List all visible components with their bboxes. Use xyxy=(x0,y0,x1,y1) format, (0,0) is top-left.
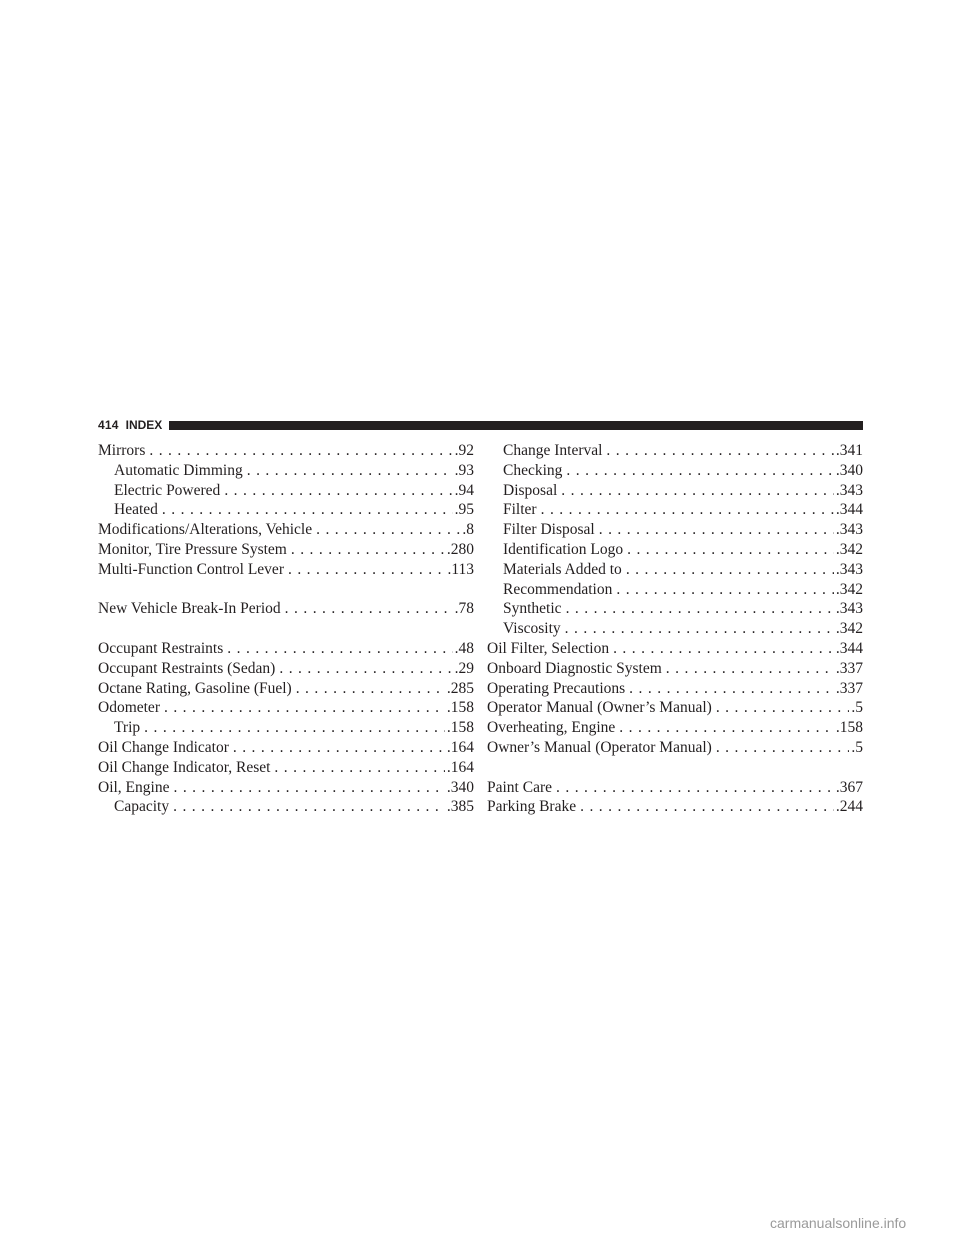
index-subentry[interactable] xyxy=(98,481,474,501)
index-entry[interactable] xyxy=(98,679,474,699)
entry-term: Onboard Diagnostic System xyxy=(487,659,662,677)
dot-leader xyxy=(173,778,444,798)
dot-leader xyxy=(626,560,834,580)
dot-leader xyxy=(227,639,452,659)
entry-term: Occupant Restraints xyxy=(98,639,224,657)
entry-page-number: .342 xyxy=(835,580,863,598)
dot-leader xyxy=(566,461,833,481)
index-entry[interactable] xyxy=(487,778,863,798)
index-entry[interactable] xyxy=(98,659,474,679)
entry-page-number: .343 xyxy=(835,560,863,578)
entry-page-number: .158 xyxy=(446,719,474,737)
entry-term: Oil Filter, Selection xyxy=(487,639,610,657)
entry-page-number: .337 xyxy=(835,659,863,677)
entry-page-number: .285 xyxy=(446,679,474,697)
dot-leader xyxy=(247,461,453,481)
entry-term: Electric Powered xyxy=(114,481,221,499)
entry-term: Owner’s Manual (Operator Manual) xyxy=(487,738,712,756)
entry-page-number: .8 xyxy=(462,521,474,539)
index-entry[interactable] xyxy=(98,441,474,461)
entry-term: Monitor, Tire Pressure System xyxy=(98,540,287,558)
dot-leader xyxy=(164,698,445,718)
entry-page-number: .244 xyxy=(835,798,863,816)
entry-page-number: .164 xyxy=(446,738,474,756)
dot-leader xyxy=(666,659,834,679)
entry-term: New Vehicle Break-In Period xyxy=(98,600,281,618)
entry-term: Parking Brake xyxy=(487,798,577,816)
dot-leader xyxy=(565,619,834,639)
entry-term: Operator Manual (Owner’s Manual) xyxy=(487,699,712,717)
entry-term: Oil Change Indicator, Reset xyxy=(98,758,271,776)
entry-page-number: .337 xyxy=(835,679,863,697)
entry-term: Overheating, Engine xyxy=(487,719,616,737)
dot-leader xyxy=(606,441,833,461)
entry-page-number: .164 xyxy=(446,758,474,776)
entry-term: Occupant Restraints (Sedan) xyxy=(98,659,276,677)
entry-term: Filter Disposal xyxy=(503,521,595,539)
entry-page-number: .95 xyxy=(454,501,474,519)
dot-leader xyxy=(619,718,834,738)
index-subentry[interactable] xyxy=(487,481,863,501)
dot-leader xyxy=(274,758,444,778)
index-entry[interactable] xyxy=(98,639,474,659)
entry-page-number: .5 xyxy=(851,738,863,756)
entry-page-number: .93 xyxy=(454,461,474,479)
entry-page-number: .343 xyxy=(835,521,863,539)
entry-page-number: .78 xyxy=(454,600,474,618)
entry-term: Viscosity xyxy=(503,620,561,638)
index-column-right xyxy=(487,441,863,817)
entry-term: Filter xyxy=(503,501,537,519)
entry-term: Capacity xyxy=(114,798,170,816)
entry-term: Synthetic xyxy=(503,600,562,618)
entry-page-number: .5 xyxy=(851,699,863,717)
entry-page-number: .385 xyxy=(446,798,474,816)
dot-leader xyxy=(285,599,453,619)
index-subentry[interactable] xyxy=(98,500,474,520)
entry-page-number: .340 xyxy=(835,461,863,479)
index-subentry[interactable] xyxy=(98,461,474,481)
index-entry[interactable] xyxy=(98,778,474,798)
entry-page-number: .29 xyxy=(454,659,474,677)
entry-term: Mirrors xyxy=(98,442,146,459)
entry-term: Checking xyxy=(503,461,563,479)
entry-page-number: .92 xyxy=(454,442,474,459)
index-subentry[interactable] xyxy=(487,461,863,481)
dot-leader xyxy=(599,520,834,540)
dot-leader xyxy=(233,738,445,758)
dot-leader xyxy=(224,481,452,501)
entry-page-number: .48 xyxy=(454,639,474,657)
dot-leader xyxy=(613,639,834,659)
entry-page-number: .94 xyxy=(454,481,474,499)
dot-leader xyxy=(566,599,834,619)
index-entry[interactable] xyxy=(98,738,474,758)
index-entry[interactable] xyxy=(487,698,863,718)
entry-term: Multi-Function Control Lever xyxy=(98,560,284,578)
entry-page-number: .280 xyxy=(446,540,474,558)
index-subentry[interactable] xyxy=(98,797,474,817)
entry-term: Recommendation xyxy=(503,580,613,598)
index-entry[interactable] xyxy=(98,520,474,540)
entry-term: Operating Precautions xyxy=(487,679,626,697)
index-subentry[interactable] xyxy=(487,560,863,580)
index-subentry[interactable] xyxy=(487,580,863,600)
entry-page-number: .158 xyxy=(446,699,474,717)
entry-term: Oil, Engine xyxy=(98,778,170,796)
index-entry[interactable] xyxy=(98,599,474,619)
entry-term: Heated xyxy=(114,501,158,519)
dot-leader xyxy=(279,659,452,679)
entry-term: Oil Change Indicator xyxy=(98,738,229,756)
index-subentry[interactable] xyxy=(487,520,863,540)
entry-page-number: .344 xyxy=(835,639,863,657)
dot-leader xyxy=(291,540,445,560)
entry-term: Trip xyxy=(114,719,141,737)
index-entry[interactable] xyxy=(98,758,474,778)
index-entry[interactable] xyxy=(98,698,474,718)
section-title: INDEX xyxy=(125,418,163,432)
dot-leader xyxy=(556,778,834,798)
entry-term: Change Interval xyxy=(503,442,603,459)
index-entry[interactable] xyxy=(487,718,863,738)
entry-page-number: .343 xyxy=(835,600,863,618)
entry-page-number: .343 xyxy=(835,481,863,499)
dot-leader xyxy=(162,500,453,520)
dot-leader xyxy=(149,441,452,461)
index-column-left xyxy=(98,441,474,817)
entry-term: Materials Added to xyxy=(503,560,622,578)
page-header xyxy=(98,418,863,432)
dot-leader xyxy=(561,481,834,501)
dot-leader xyxy=(173,797,445,817)
dot-leader xyxy=(616,580,834,600)
entry-term: Octane Rating, Gasoline (Fuel) xyxy=(98,679,292,697)
index-subentry[interactable] xyxy=(487,500,863,520)
dot-leader xyxy=(716,698,850,718)
entry-term: Disposal xyxy=(503,481,558,499)
entry-term: Odometer xyxy=(98,699,160,717)
index-subentry[interactable] xyxy=(487,619,863,639)
entry-page-number: .342 xyxy=(835,620,863,638)
header-rule xyxy=(169,421,863,430)
index-entry[interactable] xyxy=(487,639,863,659)
entry-page-number: .342 xyxy=(835,540,863,558)
dot-leader xyxy=(629,679,834,699)
index-subentry[interactable] xyxy=(98,718,474,738)
page-number: 414 xyxy=(98,418,119,432)
dot-leader xyxy=(580,797,834,817)
index-subentry[interactable] xyxy=(487,441,863,461)
entry-page-number: .344 xyxy=(835,501,863,519)
dot-leader xyxy=(288,560,445,580)
watermark[interactable]: carmanualsonline.info xyxy=(770,1215,907,1231)
entry-page-number: .367 xyxy=(835,778,863,796)
entry-term: Modifications/Alterations, Vehicle xyxy=(98,521,313,539)
entry-term: Identification Logo xyxy=(503,540,624,558)
index-entry[interactable] xyxy=(487,679,863,699)
dot-leader xyxy=(316,520,460,540)
dot-leader xyxy=(296,679,445,699)
entry-page-number: .113 xyxy=(447,560,474,578)
index-entry[interactable] xyxy=(487,797,863,817)
entry-page-number: .158 xyxy=(835,719,863,737)
dot-leader xyxy=(627,540,834,560)
dot-leader xyxy=(144,718,445,738)
index-entry[interactable] xyxy=(487,659,863,679)
entry-page-number: .341 xyxy=(835,442,863,459)
entry-term: Paint Care xyxy=(487,778,552,796)
index-subentry[interactable] xyxy=(487,599,863,619)
index-entry[interactable] xyxy=(487,738,863,758)
index-entry[interactable] xyxy=(98,560,474,580)
index-entry[interactable] xyxy=(98,540,474,560)
index-subentry[interactable] xyxy=(487,540,863,560)
dot-leader xyxy=(541,500,834,520)
entry-page-number: .340 xyxy=(446,778,474,796)
entry-term: Automatic Dimming xyxy=(114,461,243,479)
dot-leader xyxy=(716,738,850,758)
